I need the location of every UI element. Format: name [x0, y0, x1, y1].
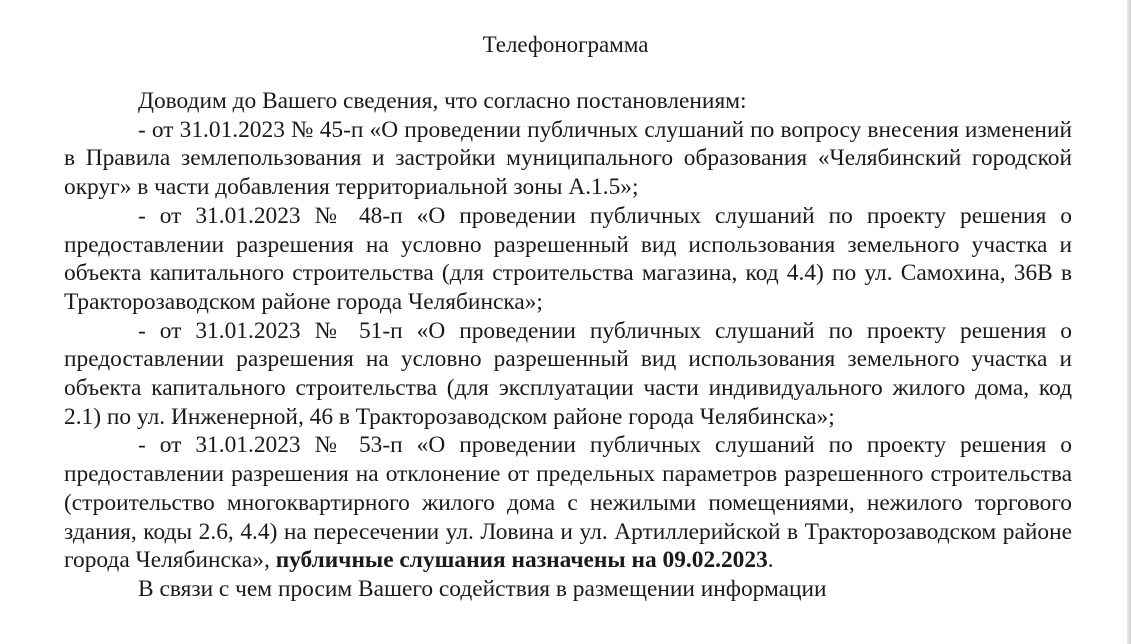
resolution-item-2: - от 31.01.2023 № 48-п «О проведении публичных слушаний по проекту решения о предоставлении разрешения на условно разрешенный вид использования земельного участка и объекта капитального строительства (для строительства магазина, код 4.4) по ул. Самохина, 36В в Тракторозаводском районе города Челябинска»;	[64, 202, 1072, 315]
document-title: Телефонограмма	[482, 32, 649, 57]
page-edge-shadow	[1127, 0, 1131, 644]
resolution-item-1: - от 31.01.2023 № 45-п «О проведении публичных слушаний по вопросу внесения изменений в Правила землепользования и застройки муниципального образования «Челябинский городской округ» в части добавления территориальной зоны А.1.5»;	[64, 116, 1072, 201]
resolution-item-4-text: - от 31.01.2023 № 53-п «О проведении публичных слушаний по проекту решения о предоставлении разрешения на отклонение от предельных параметров разрешенного строительства (строительство многоквартирного жилого дома с нежилыми помещениями, нежилого торгового здания, коды 2.6, 4.4) на пересечении ул. Ловина и ул. Артиллерийской в Тракторозаводском районе города Челябинска»,	[64, 432, 1072, 574]
hearing-date-notice: публичные слушания назначены на 09.02.2023	[275, 547, 768, 574]
resolution-item-4	[64, 431, 1072, 575]
resolution-item-4-end: .	[767, 547, 774, 574]
intro-paragraph: Доводим до Вашего сведения, что согласно постановлениям:	[138, 88, 747, 114]
closing-paragraph: В связи с чем просим Вашего содействия в размещении информации	[138, 575, 827, 602]
resolution-item-3: - от 31.01.2023 № 51-п «О проведении публичных слушаний по проекту решения о предоставлении разрешения на условно разрешенный вид использования земельного участка и объекта капитального строительства (для эксплуатации части индивидуального жилого дома, код 2.1) по ул. Инженерной, 46 в Тракторозаводском районе города Челябинска»;	[64, 317, 1072, 430]
document-body	[64, 87, 1072, 604]
